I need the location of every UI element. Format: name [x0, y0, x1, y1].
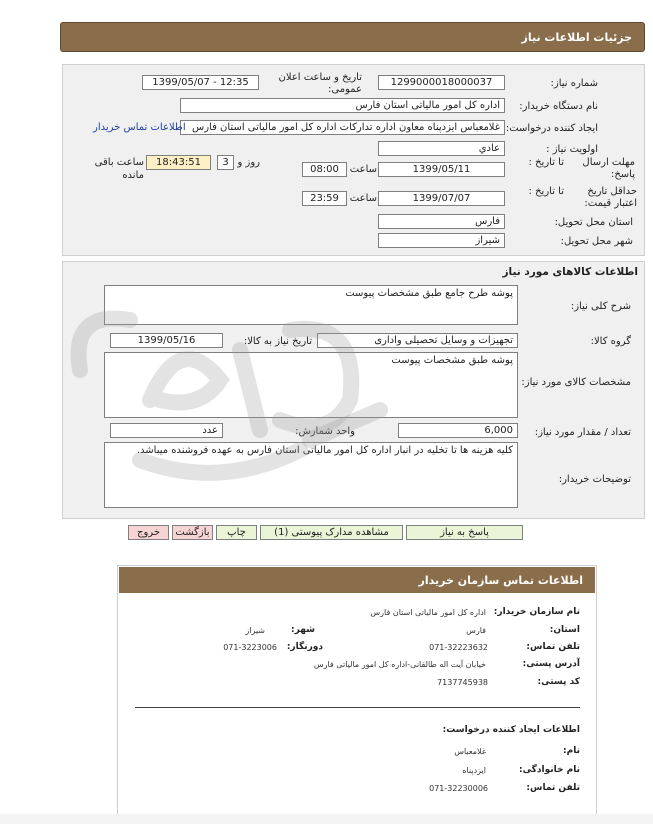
unit-field: عدد	[110, 423, 223, 438]
priority-field: عادي	[378, 141, 505, 156]
contact-phone-label: تلفن تماس:	[526, 642, 580, 652]
reply-to-date-label: تا تاریخ :	[528, 157, 564, 168]
buyer-notes-label: توضیحات خریدار:	[558, 474, 631, 485]
creator-name-value: غلامعباس	[454, 747, 486, 756]
buyer-contact-link[interactable]: اطلاعات تماس خریدار	[93, 122, 186, 133]
need-number-label: شماره نیاز:	[550, 78, 598, 89]
reply-time-field: 08:00	[302, 162, 347, 177]
specs-field: پوشه طبق مشخصات پیوست	[104, 352, 518, 418]
goods-group-field: تجهیزات و وسایل تحصیلی واداری	[317, 333, 518, 348]
need-date-label: تاریخ نیاز به کالا:	[243, 336, 312, 347]
validity-time-field: 23:59	[302, 191, 347, 206]
creator-info-title: اطلاعات ایجاد کننده درخواست:	[442, 725, 580, 735]
qty-label: تعداد / مقدار مورد نیاز:	[534, 427, 631, 438]
contact-phone-value: 071-32223632	[429, 643, 488, 652]
specs-label: مشخصات کالای مورد نیاز:	[521, 377, 631, 388]
buyer-org-field: اداره کل امور مالیاتی استان فارس	[180, 98, 505, 113]
reply-button[interactable]: پاسخ به نیاز	[406, 525, 523, 540]
exit-button[interactable]: خروج	[128, 525, 169, 540]
summary-label: شرح کلی نیاز:	[570, 301, 631, 312]
contact-province-label: استان:	[549, 625, 580, 635]
announce-field: 1399/05/07 - 12:35	[142, 75, 259, 90]
province-field: فارس	[378, 214, 505, 229]
validity-time-label: ساعت	[349, 193, 377, 204]
contact-city-value: شیراز	[245, 626, 265, 635]
price-validity-label: حداقل تاریخ اعتبار قیمت:	[584, 186, 637, 209]
days-label: روز و	[237, 157, 260, 168]
contact-fax-label: دورنگار:	[286, 642, 323, 652]
need-number-field: 1299000018000037	[378, 75, 505, 90]
qty-field: 6,000	[398, 423, 518, 438]
remaining-time-field: 18:43:51	[146, 155, 211, 170]
need-date-field: 1399/05/16	[110, 333, 223, 348]
creator-family-label: نام خانوادگی:	[518, 765, 580, 775]
validity-date-field: 1399/07/07	[378, 191, 505, 206]
contact-fax-value: 071-3223006	[223, 643, 277, 652]
contact-org-label: نام سازمان خریدار:	[493, 607, 580, 617]
city-field: شیراز	[378, 233, 505, 248]
goods-group-label: گروه کالا:	[590, 336, 631, 347]
creator-label: ایجاد کننده درخواست:	[505, 123, 598, 134]
back-button[interactable]: بازگشت	[172, 525, 213, 540]
reply-deadline-label: مهلت ارسال پاسخ:	[582, 157, 635, 180]
print-button[interactable]: چاپ	[216, 525, 257, 540]
contact-org-value: اداره کل امور مالیاتی استان فارس	[370, 608, 486, 617]
contact-province-value: فارس	[466, 626, 486, 635]
page-title: جزئیات اطلاعات نیاز	[521, 30, 632, 44]
contact-panel-title: اطلاعات تماس سازمان خریدار	[418, 573, 583, 587]
remaining-label: ساعت باقی مانده	[94, 157, 144, 181]
reply-time-label: ساعت	[349, 164, 377, 175]
page-bottom-strip	[0, 814, 653, 824]
city-label: شهر محل تحویل:	[560, 236, 633, 247]
priority-label: اولویت نیاز :	[546, 144, 598, 155]
contact-city-label: شهر:	[291, 625, 315, 635]
attachments-button[interactable]: مشاهده مدارک پیوستی (1)	[260, 525, 403, 540]
days-field: 3	[217, 155, 234, 170]
creator-family-value: ایزدپناه	[462, 766, 486, 775]
province-label: استان محل تحویل:	[554, 217, 633, 228]
contact-address-value: خیابان آیت اله طالقانی-اداره کل امور مالیاتی فارس	[313, 660, 486, 669]
summary-field: پوشه طرح جامع طبق مشخصات پیوست	[104, 285, 518, 325]
contact-panel-header	[119, 567, 595, 593]
contact-panel	[117, 565, 597, 824]
contact-address-label: آدرس پستی:	[522, 659, 580, 669]
contact-divider	[135, 707, 580, 708]
creator-name-label: نام:	[563, 746, 580, 756]
creator-phone-label: تلفن تماس:	[526, 783, 580, 793]
buyer-org-label: نام دستگاه خریدار:	[519, 101, 598, 112]
creator-phone-value: 071-32230006	[429, 784, 488, 793]
buyer-notes-field: کلیه هزینه ها تا تخلیه در انبار اداره کل امور مالیاتی استان فارس به عهده فروشنده میباشد.	[104, 442, 518, 508]
page-header	[60, 22, 645, 52]
validity-to-date-label: تا تاریخ :	[528, 186, 564, 197]
contact-postal-label: کد پستی:	[537, 677, 580, 687]
goods-section-title: اطلاعات کالاهای مورد نیاز	[502, 266, 638, 278]
contact-postal-value: 7137745938	[437, 678, 488, 687]
unit-label: واحد شمارش:	[295, 426, 355, 437]
reply-date-field: 1399/05/11	[378, 162, 505, 177]
creator-field: غلامعباس ایزدپناه معاون اداره تداركات اداره کل امور مالیاتی استان فارس	[180, 120, 505, 135]
announce-label: تاریخ و ساعت اعلان عمومی:	[278, 72, 362, 95]
